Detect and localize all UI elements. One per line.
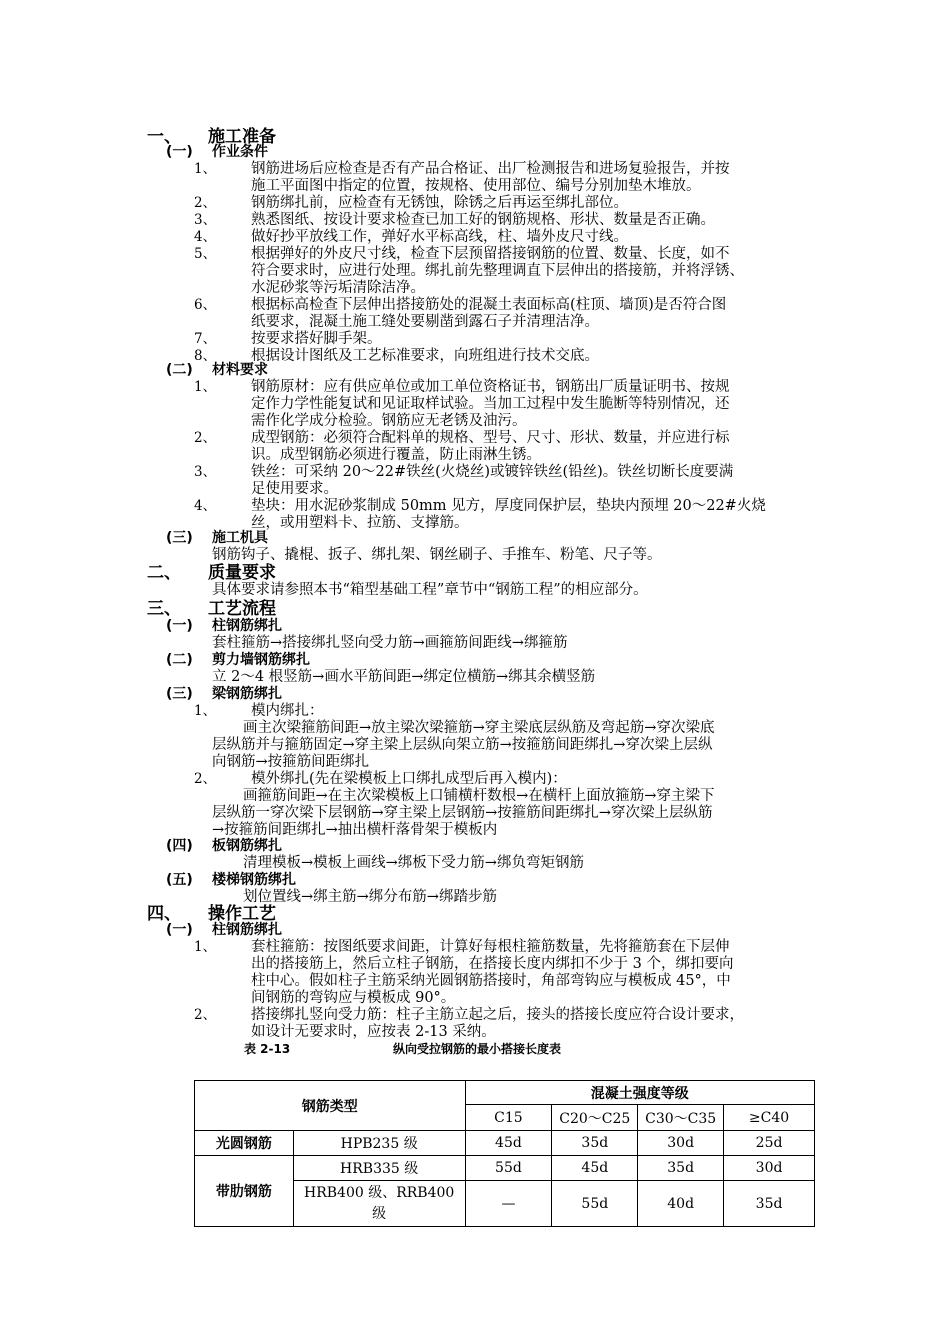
table-cell: — — [465, 1181, 552, 1227]
rebar-grade-cell — [293, 1181, 465, 1227]
item-text: 需作化学成分检验。钢筋应无老锈及油污。 — [251, 413, 527, 429]
rebar-grade-line: 级 — [372, 1205, 387, 1222]
process-flow: 层纵筋并与箍筋固定→穿主梁上层纵向架立筋→按箍筋间距绑扎→穿次梁上层纵 — [212, 737, 713, 753]
paragraph: 具体要求请参照本书“箱型基础工程”章节中“钢筋工程”的相应部分。 — [212, 582, 648, 598]
item-number: 2、 — [194, 430, 217, 446]
section-3-number: 三、 — [147, 599, 181, 619]
subsection-3b-number: (二) — [166, 652, 193, 668]
subsection-1b-title: 材料要求 — [212, 362, 268, 378]
item-text: 根据设计图纸及工艺标准要求，向班组进行技术交底。 — [251, 348, 599, 364]
item-text: 模外绑扎(先在梁模板上口绑扎成型后再入模内)： — [251, 771, 567, 787]
table-cell: 35d — [638, 1156, 724, 1181]
item-text: 如设计无要求时，应按表 2-13 采纳。 — [251, 1024, 496, 1040]
grade-header: C30～C35 — [638, 1105, 724, 1131]
section-2-number: 二、 — [147, 563, 181, 583]
item-text: 钢筋绑扎前，应检查有无锈蚀，除锈之后再运至绑扎部位。 — [251, 195, 628, 211]
subsection-3e-title: 楼梯钢筋绑扎 — [212, 872, 296, 888]
process-flow: 画主次梁箍筋间距→放主梁次梁箍筋→穿主梁底层纵筋及弯起筋→穿次梁底 — [243, 720, 715, 736]
item-text: 钢筋进场后应检查是否有产品合格证、出厂检测报告和进场复验报告，并按 — [251, 161, 730, 177]
process-flow: →按箍筋间距绑扎→抽出横杆落骨架于模板内 — [212, 822, 498, 838]
lap-length-table — [194, 1080, 815, 1227]
process-flow: 清理模板→模板上画线→绑板下受力筋→绑负弯矩钢筋 — [243, 855, 584, 871]
subsection-4a-number: (一) — [166, 922, 193, 938]
rebar-grade-line: HRB400 级、RRB400 — [304, 1184, 455, 1201]
item-text: 根据标高检查下层伸出搭接筋处的混凝土表面标高(柱顶、墙顶)是否符合图 — [251, 297, 727, 313]
subsection-3c-title: 梁钢筋绑扎 — [212, 686, 282, 702]
table-cell: 30d — [638, 1131, 724, 1156]
item-number: 4、 — [194, 498, 217, 514]
item-text: 纸要求，混凝土施工缝处要剔凿到露石子并清理洁净。 — [251, 314, 599, 330]
category-cell: 带肋钢筋 — [195, 1156, 294, 1227]
item-number: 8、 — [194, 348, 217, 364]
subsection-1b-number: (二) — [166, 362, 193, 378]
item-text: 间钢筋的弯钩应与模板成 90°。 — [251, 990, 456, 1006]
category-cell: 光圆钢筋 — [195, 1131, 294, 1156]
item-number: 1、 — [194, 703, 217, 719]
item-text: 按要求搭好脚手架。 — [251, 331, 382, 347]
item-number: 4、 — [194, 229, 217, 245]
item-number: 1、 — [194, 379, 217, 395]
process-flow: 层纵筋一穿次梁下层钢筋→穿主梁上层钢筋→按箍筋间距绑扎→穿次梁上层纵筋 — [212, 805, 713, 821]
item-text: 施工平面图中指定的位置，按规格、使用部位、编号分别加垫木堆放。 — [251, 178, 701, 194]
item-text: 足使用要求。 — [251, 481, 338, 497]
item-number: 1、 — [194, 161, 217, 177]
subsection-3a-title: 柱钢筋绑扎 — [212, 618, 282, 634]
table-cell: 35d — [552, 1131, 638, 1156]
table-caption: 纵向受拉钢筋的最小搭接长度表 — [393, 1042, 562, 1056]
item-number: 1、 — [194, 939, 217, 955]
item-text: 识。成型钢筋必须进行覆盖，防止雨淋生锈。 — [251, 447, 541, 463]
section-1-number: 一、 — [147, 127, 181, 147]
header-rebar-type: 钢筋类型 — [195, 1081, 466, 1131]
item-text: 垫块：用水泥砂浆制成 50mm 见方，厚度同保护层，垫块内预埋 20～22#火烧 — [251, 498, 766, 514]
item-text: 做好抄平放线工作，弹好水平标高线，柱、墙外皮尺寸线。 — [251, 229, 628, 245]
table-cell: 45d — [465, 1131, 552, 1156]
item-text: 模内绑扎： — [251, 703, 324, 719]
item-text: 套柱箍筋：按图纸要求间距，计算好每根柱箍筋数量，先将箍筋套在下层伸 — [251, 939, 730, 955]
grade-header: ≥C40 — [724, 1105, 815, 1131]
item-text: 根据弹好的外皮尺寸线，检查下层预留搭接钢筋的位置、数量、长度，如不 — [251, 246, 730, 262]
section-4-title: 操作工艺 — [208, 904, 276, 924]
table-cell: 55d — [465, 1156, 552, 1181]
section-3-title: 工艺流程 — [208, 599, 276, 619]
process-flow: 立 2～4 根竖筋→画水平筋间距→绑定位横筋→绑其余横竖筋 — [212, 669, 596, 685]
item-text: 柱中心。假如柱子主筋采纳光圆钢筋搭接时，角部弯钩应与模板成 45°，中 — [251, 973, 731, 989]
table-cell: 30d — [724, 1156, 815, 1181]
table-cell: 55d — [552, 1181, 638, 1227]
process-flow: 向钢筋→按箍筋间距绑扎 — [212, 754, 370, 770]
item-number: 3、 — [194, 212, 217, 228]
header-concrete-grade: 混凝土强度等级 — [465, 1081, 814, 1105]
item-number: 3、 — [194, 464, 217, 480]
subsection-3d-number: (四) — [166, 838, 193, 854]
item-number: 2、 — [194, 1007, 217, 1023]
process-flow: 套柱箍筋→搭接绑扎竖向受力筋→画箍筋间距线→绑箍筋 — [212, 635, 568, 651]
item-text: 搭接绑扎竖向受力筋：柱子主筋立起之后，接头的搭接长度应符合设计要求， — [251, 1007, 744, 1023]
table-cell: 35d — [724, 1181, 815, 1227]
subsection-1c-number: (三) — [166, 530, 193, 546]
section-4-number: 四、 — [147, 904, 181, 924]
item-number: 2、 — [194, 771, 217, 787]
item-text: 水泥砂浆等污垢清除洁净。 — [251, 280, 425, 296]
item-text: 出的搭接筋上，然后立柱子钢筋，在搭接长度内绑扣不少于 3 个，绑扣要向 — [251, 956, 734, 972]
item-number: 7、 — [194, 331, 217, 347]
section-2-title: 质量要求 — [208, 563, 276, 583]
item-text: 符合要求时，应进行处理。绑扎前先整理调直下层伸出的搭接筋，并将浮锈、 — [251, 263, 744, 279]
subsection-3d-title: 板钢筋绑扎 — [212, 838, 282, 854]
item-text: 熟悉图纸、按设计要求检查已加工好的钢筋规格、形状、数量是否正确。 — [251, 212, 715, 228]
subsection-3e-number: (五) — [166, 872, 193, 888]
process-flow: 划位置线→绑主筋→绑分布筋→绑踏步筋 — [243, 889, 497, 905]
item-number: 2、 — [194, 195, 217, 211]
table-cell: 40d — [638, 1181, 724, 1227]
item-text: 成型钢筋：必须符合配料单的规格、型号、尺寸、形状、数量，并应进行标 — [251, 430, 730, 446]
paragraph: 钢筋钩子、撬棍、扳子、绑扎架、钢丝刷子、手推车、粉笔、尺子等。 — [212, 547, 662, 563]
rebar-grade-cell: HPB235 级 — [293, 1131, 465, 1156]
section-1-title: 施工准备 — [208, 127, 276, 147]
subsection-1a-number: (一) — [166, 144, 193, 160]
item-text: 铁丝：可采纳 20～22#铁丝(火烧丝)或镀锌铁丝(铅丝)。铁丝切断长度要满 — [251, 464, 734, 480]
table-cell: 25d — [724, 1131, 815, 1156]
subsection-3a-number: (一) — [166, 618, 193, 634]
subsection-3b-title: 剪力墙钢筋绑扎 — [212, 652, 310, 668]
item-number: 6、 — [194, 297, 217, 313]
table-number: 表 2-13 — [244, 1042, 291, 1056]
subsection-3c-number: (三) — [166, 686, 193, 702]
subsection-1a-title: 作业条件 — [212, 144, 268, 160]
item-number: 5、 — [194, 246, 217, 262]
item-text: 定作力学性能复试和见证取样试验。当加工过程中发生脆断等特别情况，还 — [251, 396, 730, 412]
grade-header: C20～C25 — [552, 1105, 638, 1131]
table-cell: 45d — [552, 1156, 638, 1181]
item-text: 钢筋原材：应有供应单位或加工单位资格证书，钢筋出厂质量证明书、按规 — [251, 379, 730, 395]
process-flow: 画箍筋间距→在主次梁模板上口铺横杆数根→在横杆上面放箍筋→穿主梁下 — [243, 788, 715, 804]
rebar-grade-cell: HRB335 级 — [293, 1156, 465, 1181]
subsection-4a-title: 柱钢筋绑扎 — [212, 922, 282, 938]
item-text: 丝，或用塑料卡、拉筋、支撑筋。 — [251, 515, 469, 531]
subsection-1c-title: 施工机具 — [212, 530, 268, 546]
grade-header: C15 — [465, 1105, 552, 1131]
